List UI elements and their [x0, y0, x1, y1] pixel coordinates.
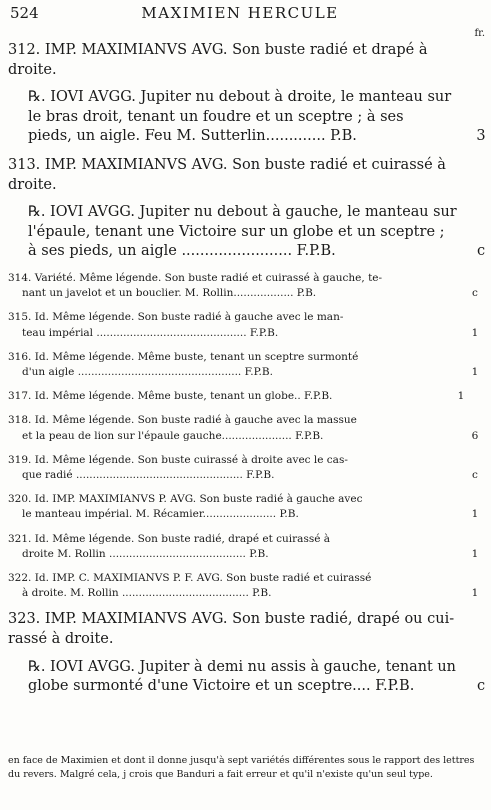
entry-line-text: 323. IMP. MAXIMIANVS AVG. Son buste radié, drapé ou cui-: [8, 611, 455, 628]
entry-line: [8, 270, 474, 286]
entry-line: [8, 506, 488, 522]
entry-line-text: et la peau de lion sur l'épaule gauche..................... F.P.B.: [22, 429, 324, 442]
entry-line-text: ℞. IOVI AVGG. Jupiter à demi nu assis à gauche, tenant un: [28, 658, 456, 675]
entry-line: [8, 325, 488, 341]
entry-line: [8, 364, 488, 380]
entry-line: [8, 222, 491, 242]
rarity-value: 1: [457, 390, 465, 403]
entry-line: [8, 491, 474, 507]
entry-line: [8, 175, 474, 195]
entry-line-text: rassé à droite.: [8, 631, 114, 647]
entry-line-text: que radié .................................................. F.P.B.: [22, 469, 275, 481]
entry-line: [8, 452, 474, 468]
rarity-value: 1: [471, 366, 479, 378]
entry-line: [8, 155, 474, 175]
entry-line-text: nant un javelot et un bouclier. M. Rollin.................. P.B.: [22, 287, 317, 300]
entry-line: [8, 126, 491, 146]
entry-line-text: à ses pieds, un aigle ........................ F.P.B.: [28, 243, 336, 260]
entry-line: [8, 309, 474, 325]
entry-line-text: 318. Id. Même légende. Son buste radié à gauche avec la massue: [8, 414, 357, 427]
entry-line-text: 320. Id. IMP. MAXIMIANVS P. AVG. Son buste radié à gauche avec: [8, 493, 363, 506]
entry-line: [8, 241, 491, 261]
rarity-value: 1: [471, 326, 479, 339]
entry-line-text: 314. Variété. Même légende. Son buste radié et cuirassé à gauche, te-: [8, 272, 383, 284]
entry-line: [8, 585, 488, 601]
rarity-value: c: [472, 287, 478, 300]
entry-line: [8, 531, 474, 547]
rarity-value: 1: [471, 508, 479, 521]
rarity-value: 1: [471, 547, 479, 560]
rarity-value: c: [476, 243, 486, 260]
entry-line: [8, 202, 491, 222]
entry-line-text: 316. Id. Même légende. Même buste, tenant un sceptre surmonté: [8, 350, 359, 363]
entry-line-text: droite.: [8, 176, 57, 193]
entry-line-text: ℞. IOVI AVGG. Jupiter nu debout à gauche, le manteau sur: [28, 204, 457, 221]
entry-line-text: 313. IMP. MAXIMIANVS AVG. Son buste radié et cuirassé à: [8, 157, 446, 173]
entry-line: [8, 570, 474, 586]
entry-line-text: teau impérial ............................................. F.P.B.: [22, 326, 279, 339]
entry-line: [8, 87, 491, 107]
entry-line-text: le bras droit, tenant un foudre et un sceptre ; à ses: [28, 108, 404, 125]
entry-line-text: à droite. M. Rollin ...................................... P.B.: [22, 587, 272, 600]
entry-line: [8, 609, 474, 629]
entry-line: [8, 428, 488, 444]
entry-line: [8, 285, 488, 301]
entry-line: [8, 629, 474, 649]
footnote: en face de Maximien et dont il donne jusqu'à sept variétés différentes sous le rapport des lettres du revers. Malgré cela, j crois que Banduri a fait erreur et qu'il n'existe qu'un seul type.: [8, 755, 475, 780]
rarity-value: c: [472, 469, 478, 481]
rarity-value: c: [476, 678, 486, 695]
entry-line: [8, 676, 491, 696]
entry-line-text: 319. Id. Même légende. Son buste cuirassé à droite avec le cas-: [8, 453, 348, 466]
entry-line-text: d'un aigle ................................................. F.P.B.: [22, 366, 273, 378]
entry-line-text: 322. Id. IMP. C. MAXIMIANVS P. F. AVG. Son buste radié et cuirassé: [8, 572, 372, 584]
entry-line: [8, 388, 474, 404]
entry-line-text: 312. IMP. MAXIMIANVS AVG. Son buste radié et drapé à: [8, 42, 428, 58]
entry-line-text: ℞. IOVI AVGG. Jupiter nu debout à droite, le manteau sur: [28, 89, 452, 106]
entry-line: [8, 467, 488, 483]
entry-line-text: globe surmonté d'une Victoire et un sceptre.... F.P.B.: [28, 678, 415, 695]
entry-line-text: le manteau impérial. M. Récamier...................... P.B.: [22, 508, 299, 521]
entry-line: [8, 546, 488, 562]
entry-line-text: 317. Id. Même légende. Même buste, tenant un globe.. F.P.B.: [8, 390, 333, 403]
entry-line: [8, 40, 474, 60]
page-header: [10, 4, 470, 26]
page-title: MAXIMIEN HERCULE: [141, 4, 339, 22]
entry-line-text: droite M. Rollin ......................................... P.B.: [22, 547, 269, 560]
rarity-value: 3: [476, 128, 486, 145]
page-number: 524: [10, 4, 39, 22]
entry-line-text: 315. Id. Même légende. Son buste radié à gauche avec le man-: [8, 311, 344, 324]
entry-line-text: l'épaule, tenant une Victoire sur un globe et un sceptre ;: [28, 223, 445, 240]
entry-line: [8, 412, 474, 428]
rarity-value: 1: [471, 587, 479, 600]
currency-unit: fr.: [474, 28, 485, 39]
rarity-value: 6: [471, 429, 479, 442]
entry-line: [8, 349, 474, 365]
entry-line: [8, 107, 491, 127]
entry-line-text: pieds, un aigle. Feu M. Sutterlin............. P.B.: [28, 128, 357, 145]
entry-line-text: 321. Id. Même légende. Son buste radié, drapé et cuirassé à: [8, 532, 331, 545]
entry-line: [8, 657, 491, 677]
entry-line-text: droite.: [8, 61, 57, 78]
entry-line: [8, 60, 474, 80]
